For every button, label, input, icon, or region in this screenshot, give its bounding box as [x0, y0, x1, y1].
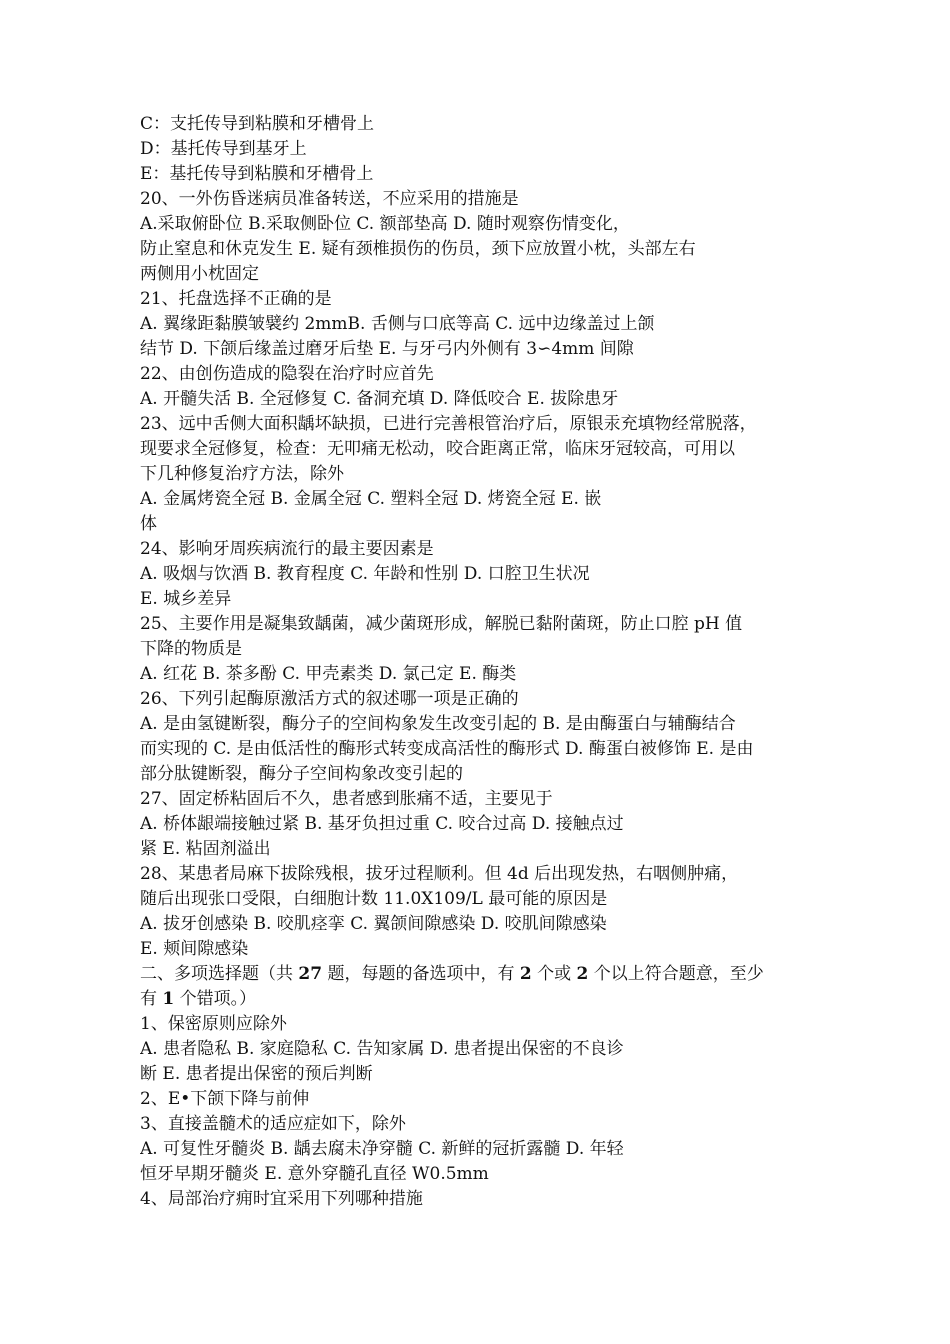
section-heading-text: 个错项。）: [174, 989, 257, 1009]
text-line: C：支托传导到粘膜和牙槽骨上: [140, 114, 375, 134]
text-line: A. 翼缘距黏膜皱襞约 2mmB. 舌侧与口底等高 C. 远中边缘盖过上颌: [140, 314, 655, 334]
text-line: 下几种修复治疗方法，除外: [140, 464, 344, 484]
text-line: 24、影响牙周疾病流行的最主要因素是: [140, 539, 434, 559]
text-line: A. 患者隐私 B. 家庭隐私 C. 告知家属 D. 患者提出保密的不良诊: [140, 1039, 624, 1059]
text-line: 现要求全冠修复，检查：无叩痛无松动，咬合距离正常，临床牙冠较高，可用以: [140, 439, 735, 459]
min-correct-count: 2: [576, 964, 589, 984]
text-line: 28、某患者局麻下拔除残根，拔牙过程顺利。但 4d 后出现发热，右咽侧肿痛，: [140, 864, 739, 884]
text-line: A. 红花 B. 茶多酚 C. 甲壳素类 D. 氯己定 E. 酶类: [140, 664, 517, 684]
text-line: 22、由创伤造成的隐裂在治疗时应首先: [140, 364, 434, 384]
question-block-multiple-choice: [140, 1012, 830, 1212]
text-line: 3、直接盖髓术的适应症如下，除外: [140, 1114, 406, 1134]
text-line: 部分肽键断裂，酶分子空间构象改变引起的: [140, 764, 463, 784]
text-line: 25、主要作用是凝集致龋菌，减少菌斑形成，解脱已黏附菌斑，防止口腔 pH 值: [140, 614, 743, 634]
wrong-option-count: 1: [162, 989, 175, 1009]
text-line: A.采取俯卧位 B.采取侧卧位 C. 额部垫高 D. 随时观察伤情变化，: [140, 214, 630, 234]
text-line: A. 金属烤瓷全冠 B. 金属全冠 C. 塑料全冠 D. 烤瓷全冠 E. 嵌: [140, 489, 602, 509]
text-line: E. 城乡差异: [140, 589, 232, 609]
section-heading-text: 个或: [531, 964, 577, 984]
text-line: 紧 E. 粘固剂溢出: [140, 839, 271, 859]
text-line: E. 颊间隙感染: [140, 939, 249, 959]
text-line: 结节 D. 下颌后缘盖过磨牙后垫 E. 与牙弓内外侧有 3∽4mm 间隙: [140, 339, 634, 359]
text-line: A. 桥体龈端接触过紧 B. 基牙负担过重 C. 咬合过高 D. 接触点过: [140, 814, 624, 834]
text-line: 1、保密原则应除外: [140, 1014, 287, 1034]
section-heading-text: 二、多项选择题（共: [140, 964, 299, 984]
section-heading-text: 题，每题的备选项中，有: [322, 964, 520, 984]
document-content: [140, 112, 830, 1212]
text-line: A. 开髓失活 B. 全冠修复 C. 备洞充填 D. 降低咬合 E. 拔除患牙: [140, 389, 619, 409]
text-line: D：基托传导到基牙上: [140, 139, 307, 159]
text-line: E：基托传导到粘膜和牙槽骨上: [140, 164, 374, 184]
text-line: A. 拔牙创感染 B. 咬肌痉挛 C. 翼颌间隙感染 D. 咬肌间隙感染: [140, 914, 607, 934]
text-line: 随后出现张口受限，白细胞计数 11.0X109/L 最可能的原因是: [140, 889, 608, 909]
text-line: A. 吸烟与饮酒 B. 教育程度 C. 年龄和性别 D. 口腔卫生状况: [140, 564, 590, 584]
section-heading-line-1: [140, 962, 830, 987]
text-line: 23、远中舌侧大面积龋坏缺损，已进行完善根管治疗后，原银汞充填物经常脱落，: [140, 414, 757, 434]
text-line: 26、下列引起酶原激活方式的叙述哪一项是正确的: [140, 689, 519, 709]
text-line: 体: [140, 514, 157, 534]
text-line: 两侧用小枕固定: [140, 264, 259, 284]
text-line: 防止窒息和休克发生 E. 疑有颈椎损伤的伤员，颈下应放置小枕，头部左右: [140, 239, 696, 259]
text-line: 断 E. 患者提出保密的预后判断: [140, 1064, 373, 1084]
text-line: 4、局部治疗痈时宜采用下列哪种措施: [140, 1189, 423, 1209]
section-heading-text: 有: [140, 989, 163, 1009]
question-count: 27: [298, 964, 323, 984]
text-line: 20、一外伤昏迷病员准备转送，不应采用的措施是: [140, 189, 519, 209]
section-heading-line-2: [140, 987, 830, 1012]
text-line: 2、E•下颌下降与前伸: [140, 1089, 310, 1109]
text-line: A. 可复性牙髓炎 B. 龋去腐未净穿髓 C. 新鲜的冠折露髓 D. 年轻: [140, 1139, 624, 1159]
section-heading-text: 个以上符合题意，至少: [588, 964, 764, 984]
text-line: 21、托盘选择不正确的是: [140, 289, 332, 309]
text-line: 27、固定桥粘固后不久，患者感到胀痛不适，主要见于: [140, 789, 553, 809]
text-line: A. 是由氢键断裂，酶分子的空间构象发生改变引起的 B. 是由酶蛋白与辅酶结合: [140, 714, 736, 734]
min-correct-count: 2: [519, 964, 532, 984]
text-line: 下降的物质是: [140, 639, 242, 659]
text-line: 而实现的 C. 是由低活性的酶形式转变成高活性的酶形式 D. 酶蛋白被修饰 E. 是由: [140, 739, 754, 759]
question-block-single-choice: [140, 112, 830, 962]
text-line: 恒牙早期牙髓炎 E. 意外穿髓孔直径 W0.5mm: [140, 1164, 489, 1184]
